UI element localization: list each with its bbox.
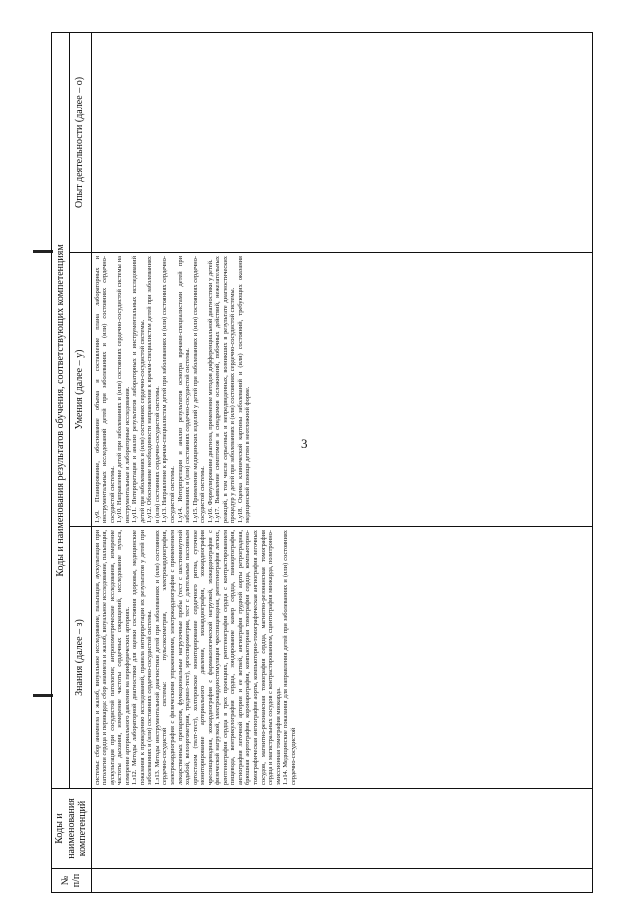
skill-paragraph: 1.у15. Применение медицинских изделий у детей при заболеваниях и (или) состояниях сердечно-сосудистой системы. <box>191 256 207 523</box>
cell-code <box>91 789 593 869</box>
skill-paragraph: 1.у16. Формулирование диагноза, применение методов дифференциальной диагностики у детей. <box>206 259 214 523</box>
skill-paragraph: 1.у11. Интерпретация и анализ результатов лабораторных и инструментальных исследований детей при заболеваниях и (или) состояниях сердечно-сосудистой системы. <box>131 256 146 523</box>
skill-paragraph: 1.у14. Интерпретация и анализ результатов осмотра врачами-специалистами детей при заболеваниях и (или) состояниях сердечно-сосудистой системы. <box>176 256 192 523</box>
knowledge-paragraph: системы: сбор анамнеза и жалоб, визуальное исследование, пальпация, аускультация при патологии сердца и перикарда: сбор анамнеза и жалоб, визуальное исследование, пальпация, аускультация при сосудистой патологии; антропометрические исследования, измерение частоты дыхания, измерение частоты сердечных сокращений, исследование пульса, измерение артериального давления на периферических артериях. <box>93 530 131 785</box>
knowledge-paragraph: 1.з14. Медицинские показания для направления детей при заболеваниях и (или) состояниях сердечно-сосудистой <box>282 530 297 785</box>
skill-paragraph: 1.у17. Выявление симптомов и синдромов осложнений, побочных действий, нежелательных реакций, в том числе серьезных и непредвиденных, возникших в результате диагностических процедур у детей при заболеваниях и (или) состояниях сердечно-сосудистой системы. <box>214 256 237 523</box>
cell-knowledge <box>91 527 593 789</box>
cell-experience <box>91 33 593 253</box>
skill-paragraph: 1.у12. Обоснование необходимости направления к врачам-специалистам детей при заболеваниях и (или) состояниях сердечно-сосудистой системы. <box>146 256 161 523</box>
skill-paragraph: 1.у13. Направление к врачам-специалистам детей при заболеваниях и (или) состояниях сердечно-сосудистой системы. <box>161 256 176 523</box>
cell-skills <box>91 253 593 527</box>
table-row <box>91 33 593 893</box>
rotated-table-wrapper <box>51 33 593 893</box>
knowledge-paragraph: 1.з13. Методы инструментальной диагностики детей при заболеваниях и (или) состояниях сердечно-сосудистой системы: пульсоксиметрия, электрокардиография, электрокардиография с физическими упражнениями, электрокардиография с применением лекарственных препаратов, функциональные нагрузочные пробы (тест с шестиминутной ходьбой, велоэргометрия, тредмил-тест), эргоспирометрия, тест с длительным пассивным ортостазом (тилт-тест), холтеровское мониторирование сердечного ритма, суточное мониторирование артериального давления, эхокардиография, эхокардиография чреспищеводная, эхокардиография с фармакологической нагрузкой, эхокардиография с физической нагрузкой, электрокардиостимуляция чреспищеводная, рентгенография легких, рентгенография сердца в трех проекциях, рентгенография сердца с контрастированием пищевода, вентрикулография сердца, зондирование камер сердца, панаортография, ангиография легочной артерии и ее ветвей, ангиография грудной аорты ретроградная, брюшная аортография, коронарография, компьютерная томография сердца, компьютерно-томографическая ангиография аорты, компьютерно-томографическая ангиография легочных сосудов, магнитно-резонансная томография сердца, магнитно-резонансная томография сердца и магистральных сосудов с контрастированием, сцинтиграфия миокарда, позитронно-эмиссионная томография миокарда. <box>153 530 282 785</box>
skill-paragraph: 1.у9. Планирование, обоснование объема и составление плана лабораторных и инструментальных исследований детей при заболеваниях и (или) состояниях сердечно-сосудистой системы. <box>93 256 116 523</box>
scan-edge-mark-bottom <box>33 694 53 697</box>
header-code: Коды и наименования компетенций <box>52 789 92 869</box>
competency-table <box>51 32 593 893</box>
header-skills: Умения (далее – у) <box>69 253 91 527</box>
cell-number <box>91 869 593 893</box>
page-number: 3 <box>301 436 308 451</box>
header-experience: Опыт деятельности (далее – о) <box>69 33 91 253</box>
scan-edge-mark-top <box>33 250 53 253</box>
skill-paragraph: 1.у10. Направление детей при заболеваниях и (или) состояниях сердечно-сосудистой системы на инструментальные и лабораторные исследования. <box>116 256 131 523</box>
header-number: № п/п <box>52 869 92 893</box>
knowledge-paragraph: 1.з12. Методы лабораторной диагностики для оценки состояния здоровья, медицинские показания к проведению исследований, правила интерпретации их результатов у детей при заболеваниях и (или) состояниях сердечно-сосудистой системы. <box>131 530 154 785</box>
header-results-group: Коды и наименования результатов обучения, соответствующих компетенциям <box>52 33 70 789</box>
skill-paragraph: 1.у18. Оценка клинической картины заболеваний и (или) состояний, требующих оказания медицинской помощи детям в неотложной форме. <box>236 256 252 523</box>
header-knowledge: Знания (далее – з) <box>69 527 91 789</box>
